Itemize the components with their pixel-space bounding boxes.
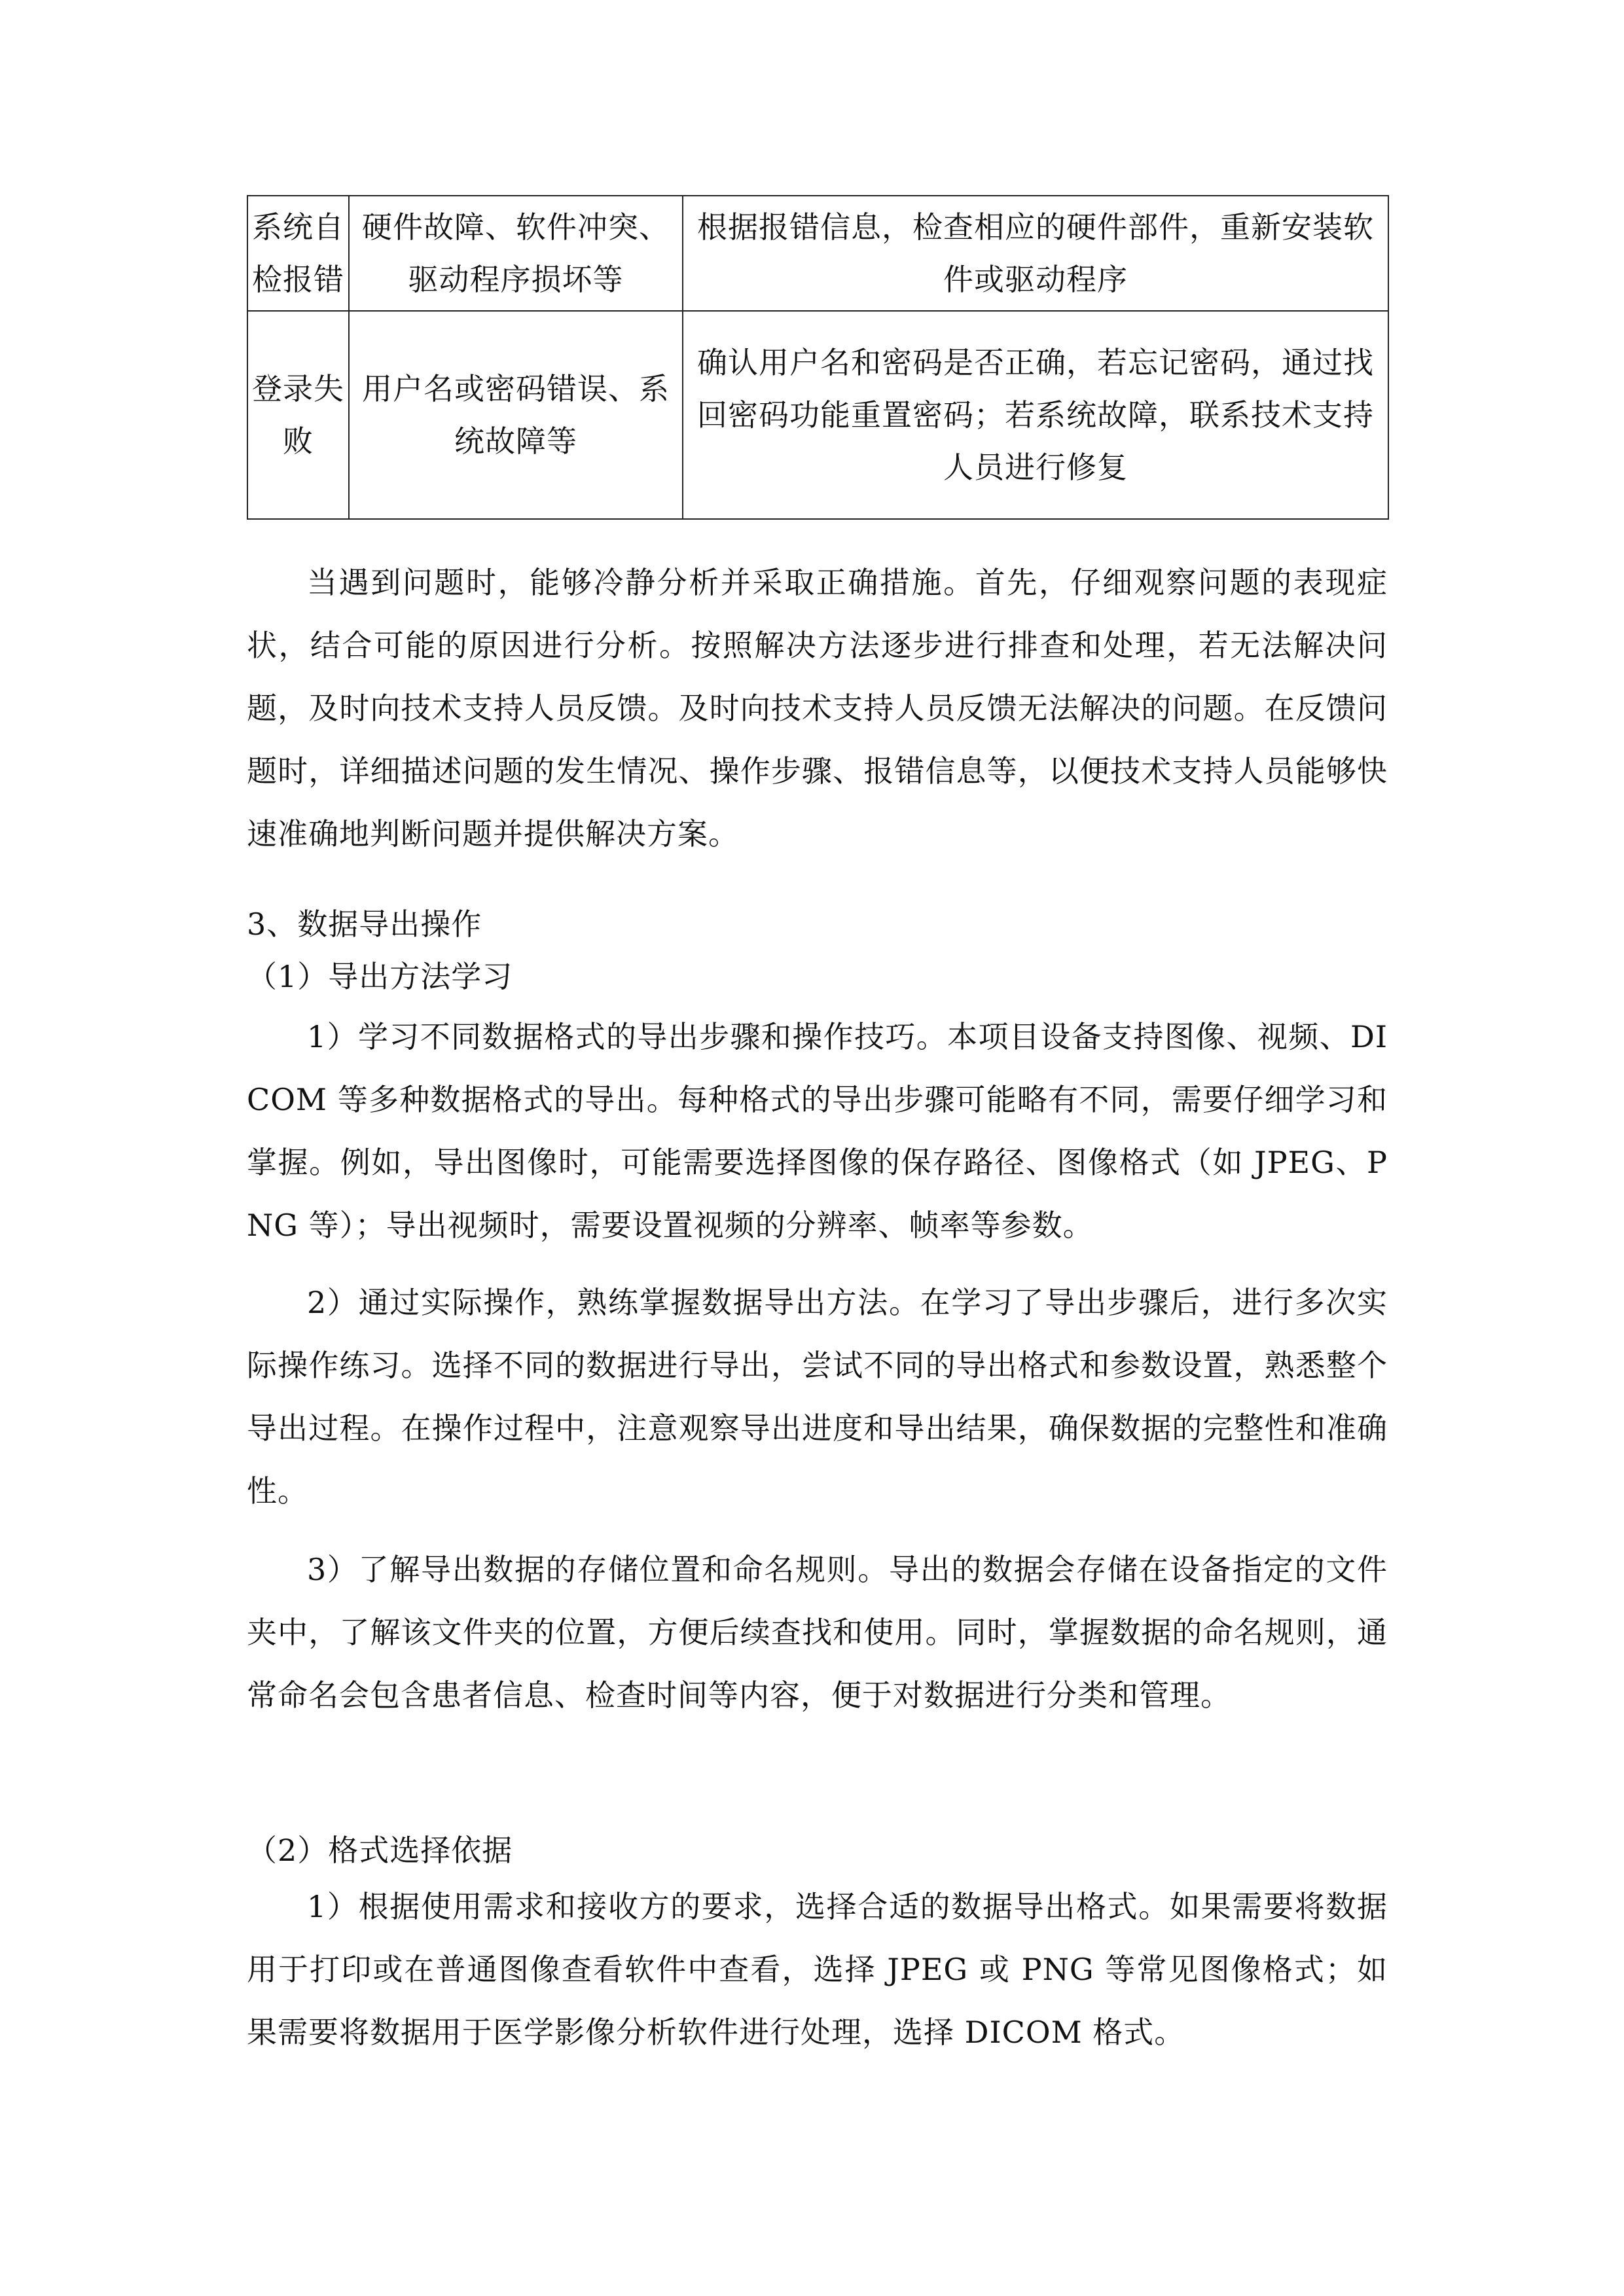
solution-cell: 确认用户名和密码是否正确，若忘记密码，通过找回密码功能重置密码；若系统故障，联系技术支持人员进行修复 [683, 311, 1388, 519]
solution-cell: 根据报错信息，检查相应的硬件部件，重新安装软件或驱动程序 [683, 196, 1388, 311]
export-method-paragraph-3: 3）了解导出数据的存储位置和命名规则。导出的数据会存储在设备指定的文件夹中，了解该文件夹的位置，方便后续查找和使用。同时，掌握数据的命名规则，通常命名会包含患者信息、检查时间等内容，便于对数据进行分类和管理。 [247, 1552, 1388, 1713]
format-selection-paragraph-1: 1）根据使用需求和接收方的要求，选择合适的数据导出格式。如果需要将数据用于打印或在普通图像查看软件中查看，选择 JPEG 或 PNG 等常见图像格式；如果需要将数据用于医学影像分析软件进行处理，选择 DICOM 格式。 [247, 1889, 1388, 2050]
export-method-paragraph-1: 1）学习不同数据格式的导出步骤和操作技巧。本项目设备支持图像、视频、DICOM 等多种数据格式的导出。每种格式的导出步骤可能略有不同，需要仔细学习和掌握。例如，导出图像时，可能需要选择图像的保存路径、图像格式（如 JPEG、PNG 等）；导出视频时，需要设置视频的分辨率、帧率等参数。 [247, 1019, 1388, 1243]
export-methods-block [247, 1005, 1388, 1257]
section-heading: 3、数据导出操作 [247, 906, 482, 942]
intro-paragraph-block [247, 551, 1388, 865]
export-method-paragraph-2: 2）通过实际操作，熟练掌握数据导出方法。在学习了导出步骤后，进行多次实际操作练习。选择不同的数据进行导出，尝试不同的导出格式和参数设置，熟悉整个导出过程。在操作过程中，注意观察导出进度和导出结果，确保数据的完整性和准确性。 [247, 1285, 1388, 1509]
export-methods-block-3 [247, 1538, 1388, 1727]
intro-paragraph: 当遇到问题时，能够冷静分析并采取正确措施。首先，仔细观察问题的表现症状，结合可能的原因进行分析。按照解决方法逐步进行排查和处理，若无法解决问题，及时向技术支持人员反馈。及时向技术支持人员反馈无法解决的问题。在反馈问题时，详细描述问题的发生情况、操作步骤、报错信息等，以便技术支持人员能够快速准确地判断问题并提供解决方案。 [247, 565, 1388, 852]
subsection-heading-export-methods: （1）导出方法学习 [247, 959, 513, 994]
problem-cell: 登录失败 [247, 311, 349, 519]
export-methods-block-2 [247, 1271, 1388, 1522]
cause-cell: 用户名或密码错误、系统故障等 [349, 311, 683, 519]
cause-cell: 硬件故障、软件冲突、驱动程序损坏等 [349, 196, 683, 311]
table-row [247, 196, 1388, 311]
format-selection-block [247, 1875, 1388, 2064]
problem-cell: 系统自检报错 [247, 196, 349, 311]
troubleshooting-table [247, 195, 1389, 520]
table-row [247, 311, 1388, 519]
subsection-heading-format-selection: （2）格式选择依据 [247, 1833, 513, 1868]
